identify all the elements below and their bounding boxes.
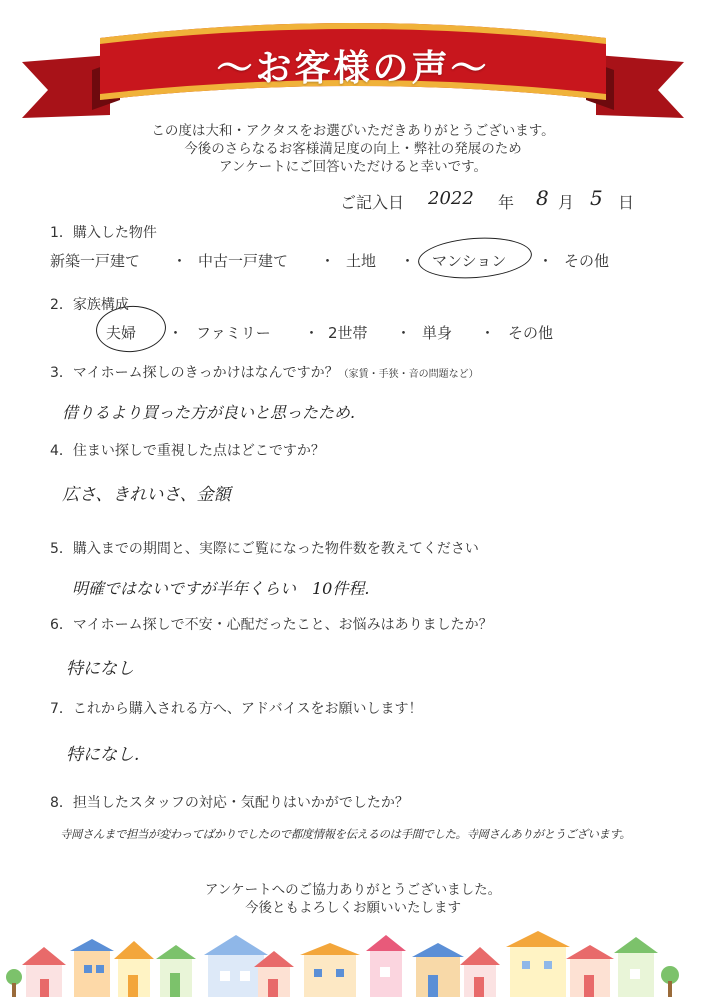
q3-note: （家賃・手狭・音の問題など）: [338, 369, 479, 380]
q5-title: 5．購入までの期間と、実際にご覧になった物件数を教えてください: [50, 541, 479, 557]
q7-answer: 特になし.: [66, 745, 140, 765]
house-icon: [412, 943, 464, 997]
q2-option-two-gen: 2世帯: [328, 324, 368, 342]
houses-illustration: [0, 925, 706, 1000]
house-icon: [70, 939, 114, 997]
date-month: 8: [536, 186, 549, 210]
q3-answer: 借りるより買った方が良いと思ったため.: [62, 403, 356, 422]
date-year: 2022: [428, 188, 474, 209]
house-icon: [566, 945, 614, 997]
date-day-unit: 日: [618, 193, 635, 212]
footer-line-1: アンケートへのご協力ありがとうございました。: [204, 882, 502, 898]
intro-line-1: この度は大和・アクタスをお選びいただきありがとうございます。: [151, 123, 555, 139]
q2-title: 2．家族構成: [50, 297, 129, 313]
date-month-unit: 月: [558, 193, 575, 212]
q8-title: 8．担当したスタッフの対応・気配りはいかがでしたか？: [50, 795, 409, 811]
date-label: ご記入日: [340, 193, 405, 212]
q1-separator: ・: [400, 252, 416, 270]
intro-line-2: 今後のさらなるお客様満足度の向上・弊社の発展のため: [184, 141, 522, 157]
q1-option-mansion: マンション: [432, 252, 507, 270]
house-icon: [506, 931, 570, 997]
q6-answer: 特になし: [66, 659, 134, 679]
q2-option-family: ファミリー: [196, 324, 271, 342]
q2-separator: ・: [396, 324, 412, 342]
q8-answer: 寺岡さんまで担当が変わってばかりでしたので都度情報を伝えるのは手間でした。寺岡さんありがとうございます。: [60, 827, 631, 841]
q1-separator: ・: [320, 252, 336, 270]
house-icon: [366, 935, 406, 997]
house-icon: [114, 941, 154, 997]
q1-option-used-house: 中古一戸建て: [198, 252, 289, 270]
q1-selection-circle: [417, 234, 534, 282]
house-icon: [460, 947, 500, 997]
q1-option-land: 土地: [346, 252, 377, 270]
date-year-unit: 年: [498, 193, 515, 212]
house-icon: [614, 937, 658, 997]
q3-question: 3．マイホーム探しのきっかけはなんですか？: [50, 365, 339, 381]
q4-answer: 広さ、きれいさ、金額: [62, 485, 231, 505]
footer-line-2: 今後ともよろしくお願いいたします: [245, 900, 461, 916]
q2-separator: ・: [480, 324, 496, 342]
house-icon: [22, 947, 66, 997]
banner-title: 〜お客様の声〜: [216, 48, 490, 89]
q7-title: 7．これから購入される方へ、アドバイスをお願いします！: [50, 701, 423, 717]
q2-option-couple: 夫婦: [106, 324, 137, 342]
q5-answer: 明確ではないですが半年くらい 10件程.: [72, 579, 370, 598]
q2-separator: ・: [168, 324, 184, 342]
q2-option-other: その他: [508, 324, 554, 342]
q1-option-new-house: 新築一戸建て: [50, 252, 141, 270]
q1-separator: ・: [172, 252, 188, 270]
q1-title: 1．購入した物件: [50, 225, 157, 241]
date-day: 5: [590, 186, 603, 210]
q1-option-other: その他: [564, 252, 610, 270]
q2-separator: ・: [304, 324, 320, 342]
q3-title: [50, 362, 479, 382]
tree-icon: [6, 969, 22, 985]
house-icon: [156, 945, 196, 997]
house-icon: [300, 943, 360, 997]
q1-separator: ・: [538, 252, 554, 270]
q4-title: 4．住まい探しで重視した点はどこですか？: [50, 443, 325, 459]
intro-line-3: アンケートにご回答いただけると幸いです。: [218, 159, 488, 175]
q6-title: 6．マイホーム探しで不安・心配だったこと、お悩みはありましたか？: [50, 617, 493, 633]
q2-option-single: 単身: [422, 324, 453, 342]
